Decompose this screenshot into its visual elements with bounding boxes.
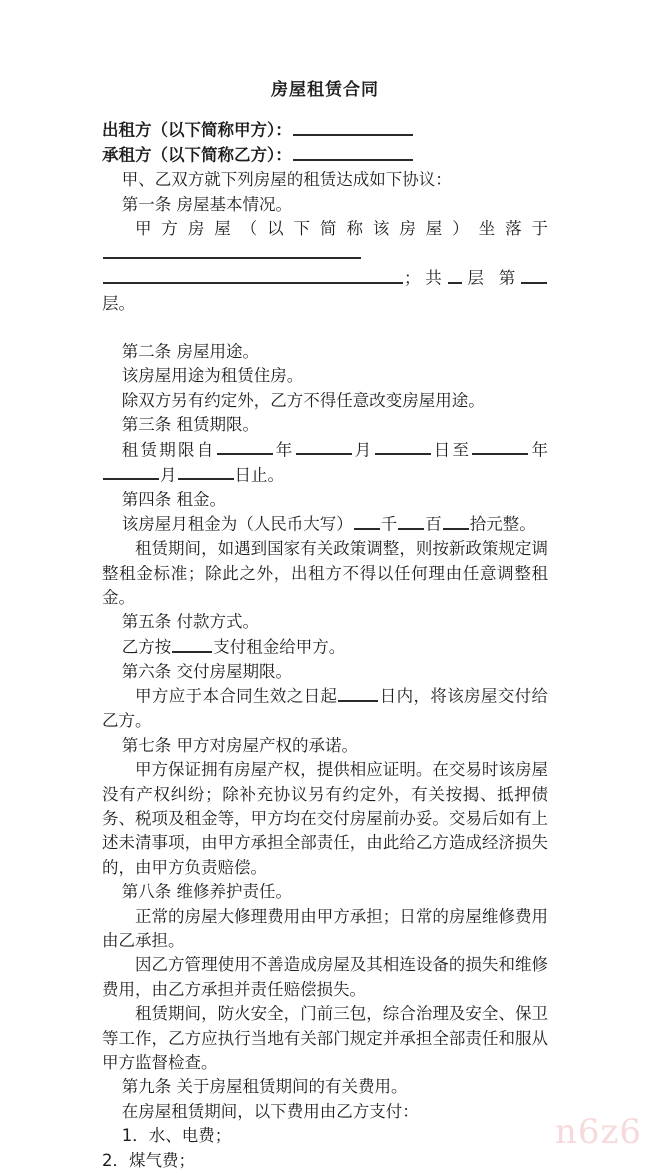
- end-day-blank[interactable]: [178, 463, 234, 481]
- delivery-days-blank[interactable]: [338, 684, 378, 702]
- article-9-line-1: 在房屋租赁期间，以下费用由乙方支付：: [121, 1101, 419, 1121]
- end-year-blank[interactable]: [472, 438, 528, 456]
- article-3-t2: 年: [273, 440, 295, 460]
- address-blank-2[interactable]: [103, 266, 403, 284]
- article-4-rent-line: [102, 512, 548, 537]
- article-3-body: [102, 438, 548, 488]
- article-8-line-3: 租赁期间，防火安全，门前三包，综合治理及安全、保卫等工作，乙方应执行当地有关部门规定并承担全部责任和服从甲方监督检查。: [102, 1004, 548, 1073]
- article-1-text-after: ；共: [404, 269, 447, 289]
- lessee-blank[interactable]: [293, 143, 413, 161]
- rent-hundreds-blank[interactable]: [398, 512, 424, 530]
- article-4-note: 租赁期间，如遇到国家有关政策调整，则按新政策规定调整租金标准；除此之外，出租方不得以任何理由任意调整租金。: [102, 539, 548, 608]
- lessee-line: [102, 143, 548, 168]
- article-5-p2: 支付租金给甲方。: [213, 637, 346, 657]
- page-title: 房屋租赁合同: [271, 80, 379, 100]
- lessor-blank[interactable]: [293, 118, 413, 136]
- article-1-tail-2: 层。: [102, 293, 135, 313]
- article-3-t6: 月: [160, 465, 177, 485]
- start-month-blank[interactable]: [296, 438, 352, 456]
- floor-number-blank[interactable]: [521, 266, 547, 284]
- article-4-heading: 第四条 租金。: [121, 489, 227, 509]
- section-spacer: [102, 316, 548, 340]
- article-1-heading: 第一条 房屋基本情况。: [121, 194, 293, 214]
- article-9-item-1: 1．水、电费；: [121, 1126, 232, 1146]
- article-5-p1: 乙方按: [121, 637, 172, 657]
- article-1-text-before: 甲方房屋（以下简称该房屋）坐落于: [135, 218, 548, 238]
- article-4-r3: 百: [425, 514, 442, 534]
- article-3-t7: 日止。: [234, 465, 284, 485]
- lessor-label: 出租方（以下简称甲方）：: [102, 120, 292, 140]
- lessor-line: [102, 118, 548, 143]
- article-7-heading: 第七条 甲方对房屋产权的承诺。: [121, 735, 359, 755]
- article-9-item-2: 2．煤气费；: [102, 1150, 195, 1170]
- article-2-heading: 第二条 房屋用途。: [121, 341, 260, 361]
- article-8-line-1: 正常的房屋大修理费用由甲方承担；日常的房屋维修费用由乙承担。: [102, 906, 548, 951]
- total-floors-blank[interactable]: [448, 266, 462, 284]
- article-3-t1: 租赁期限自: [121, 440, 216, 460]
- article-1-tail-1: 层 第: [462, 269, 521, 289]
- payment-period-blank[interactable]: [172, 635, 212, 653]
- article-2-line-1: 该房屋用途为租赁住房。: [121, 366, 304, 386]
- article-8-heading: 第八条 维修养护责任。: [121, 882, 293, 902]
- article-2-line-2: 除双方另有约定外，乙方不得任意改变房屋用途。: [121, 390, 485, 410]
- preamble-line: 甲、乙双方就下列房屋的租赁达成如下协议：: [121, 170, 452, 190]
- article-4-r1: 该房屋月租金为（人民币大写）: [121, 514, 353, 534]
- article-3-t5: 年: [529, 440, 549, 460]
- article-9-heading: 第九条 关于房屋租赁期间的有关费用。: [121, 1077, 408, 1097]
- article-3-t4: 日至: [431, 440, 472, 460]
- article-4-r4: 拾元整。: [469, 514, 536, 534]
- start-year-blank[interactable]: [217, 438, 273, 456]
- article-3-heading: 第三条 租赁期限。: [121, 415, 260, 435]
- article-6-d1: 甲方应于本合同生效之日起: [135, 686, 338, 706]
- article-7-line-1: 甲方保证拥有房屋产权，提供相应证明。在交易时该房屋没有产权纠纷；除补充协议另有约定外，有关按揭、抵押债务、税项及租金等，甲方均在交付房屋前办妥。交易后如有上述未清事项，由甲方承担全部责任，由此给乙方造成经济损失的，由甲方负责赔偿。: [102, 760, 548, 877]
- article-6-body: [102, 684, 548, 733]
- article-3-t3: 月: [352, 440, 374, 460]
- article-6-d2: 日内，将该房屋交付给乙方。: [102, 686, 549, 731]
- contract-body: [102, 78, 548, 1173]
- lessee-label: 承租方（以下简称乙方）：: [102, 145, 292, 165]
- article-4-r2: 千: [380, 514, 398, 534]
- article-6-heading: 第六条 交付房屋期限。: [121, 661, 293, 681]
- end-month-blank[interactable]: [103, 463, 159, 481]
- article-8-line-2: 因乙方管理使用不善造成房屋及其相连设备的损失和维修费用，由乙方承担并责任赔偿损失。: [102, 955, 548, 999]
- article-5-heading: 第五条 付款方式。: [121, 612, 260, 632]
- article-1-body: [102, 217, 548, 316]
- rent-thousands-blank[interactable]: [354, 512, 380, 530]
- address-blank-1[interactable]: [103, 241, 361, 259]
- watermark: n6z6: [554, 1112, 642, 1152]
- rent-tens-blank[interactable]: [443, 512, 469, 530]
- start-day-blank[interactable]: [375, 438, 431, 456]
- article-5-body: [102, 635, 548, 660]
